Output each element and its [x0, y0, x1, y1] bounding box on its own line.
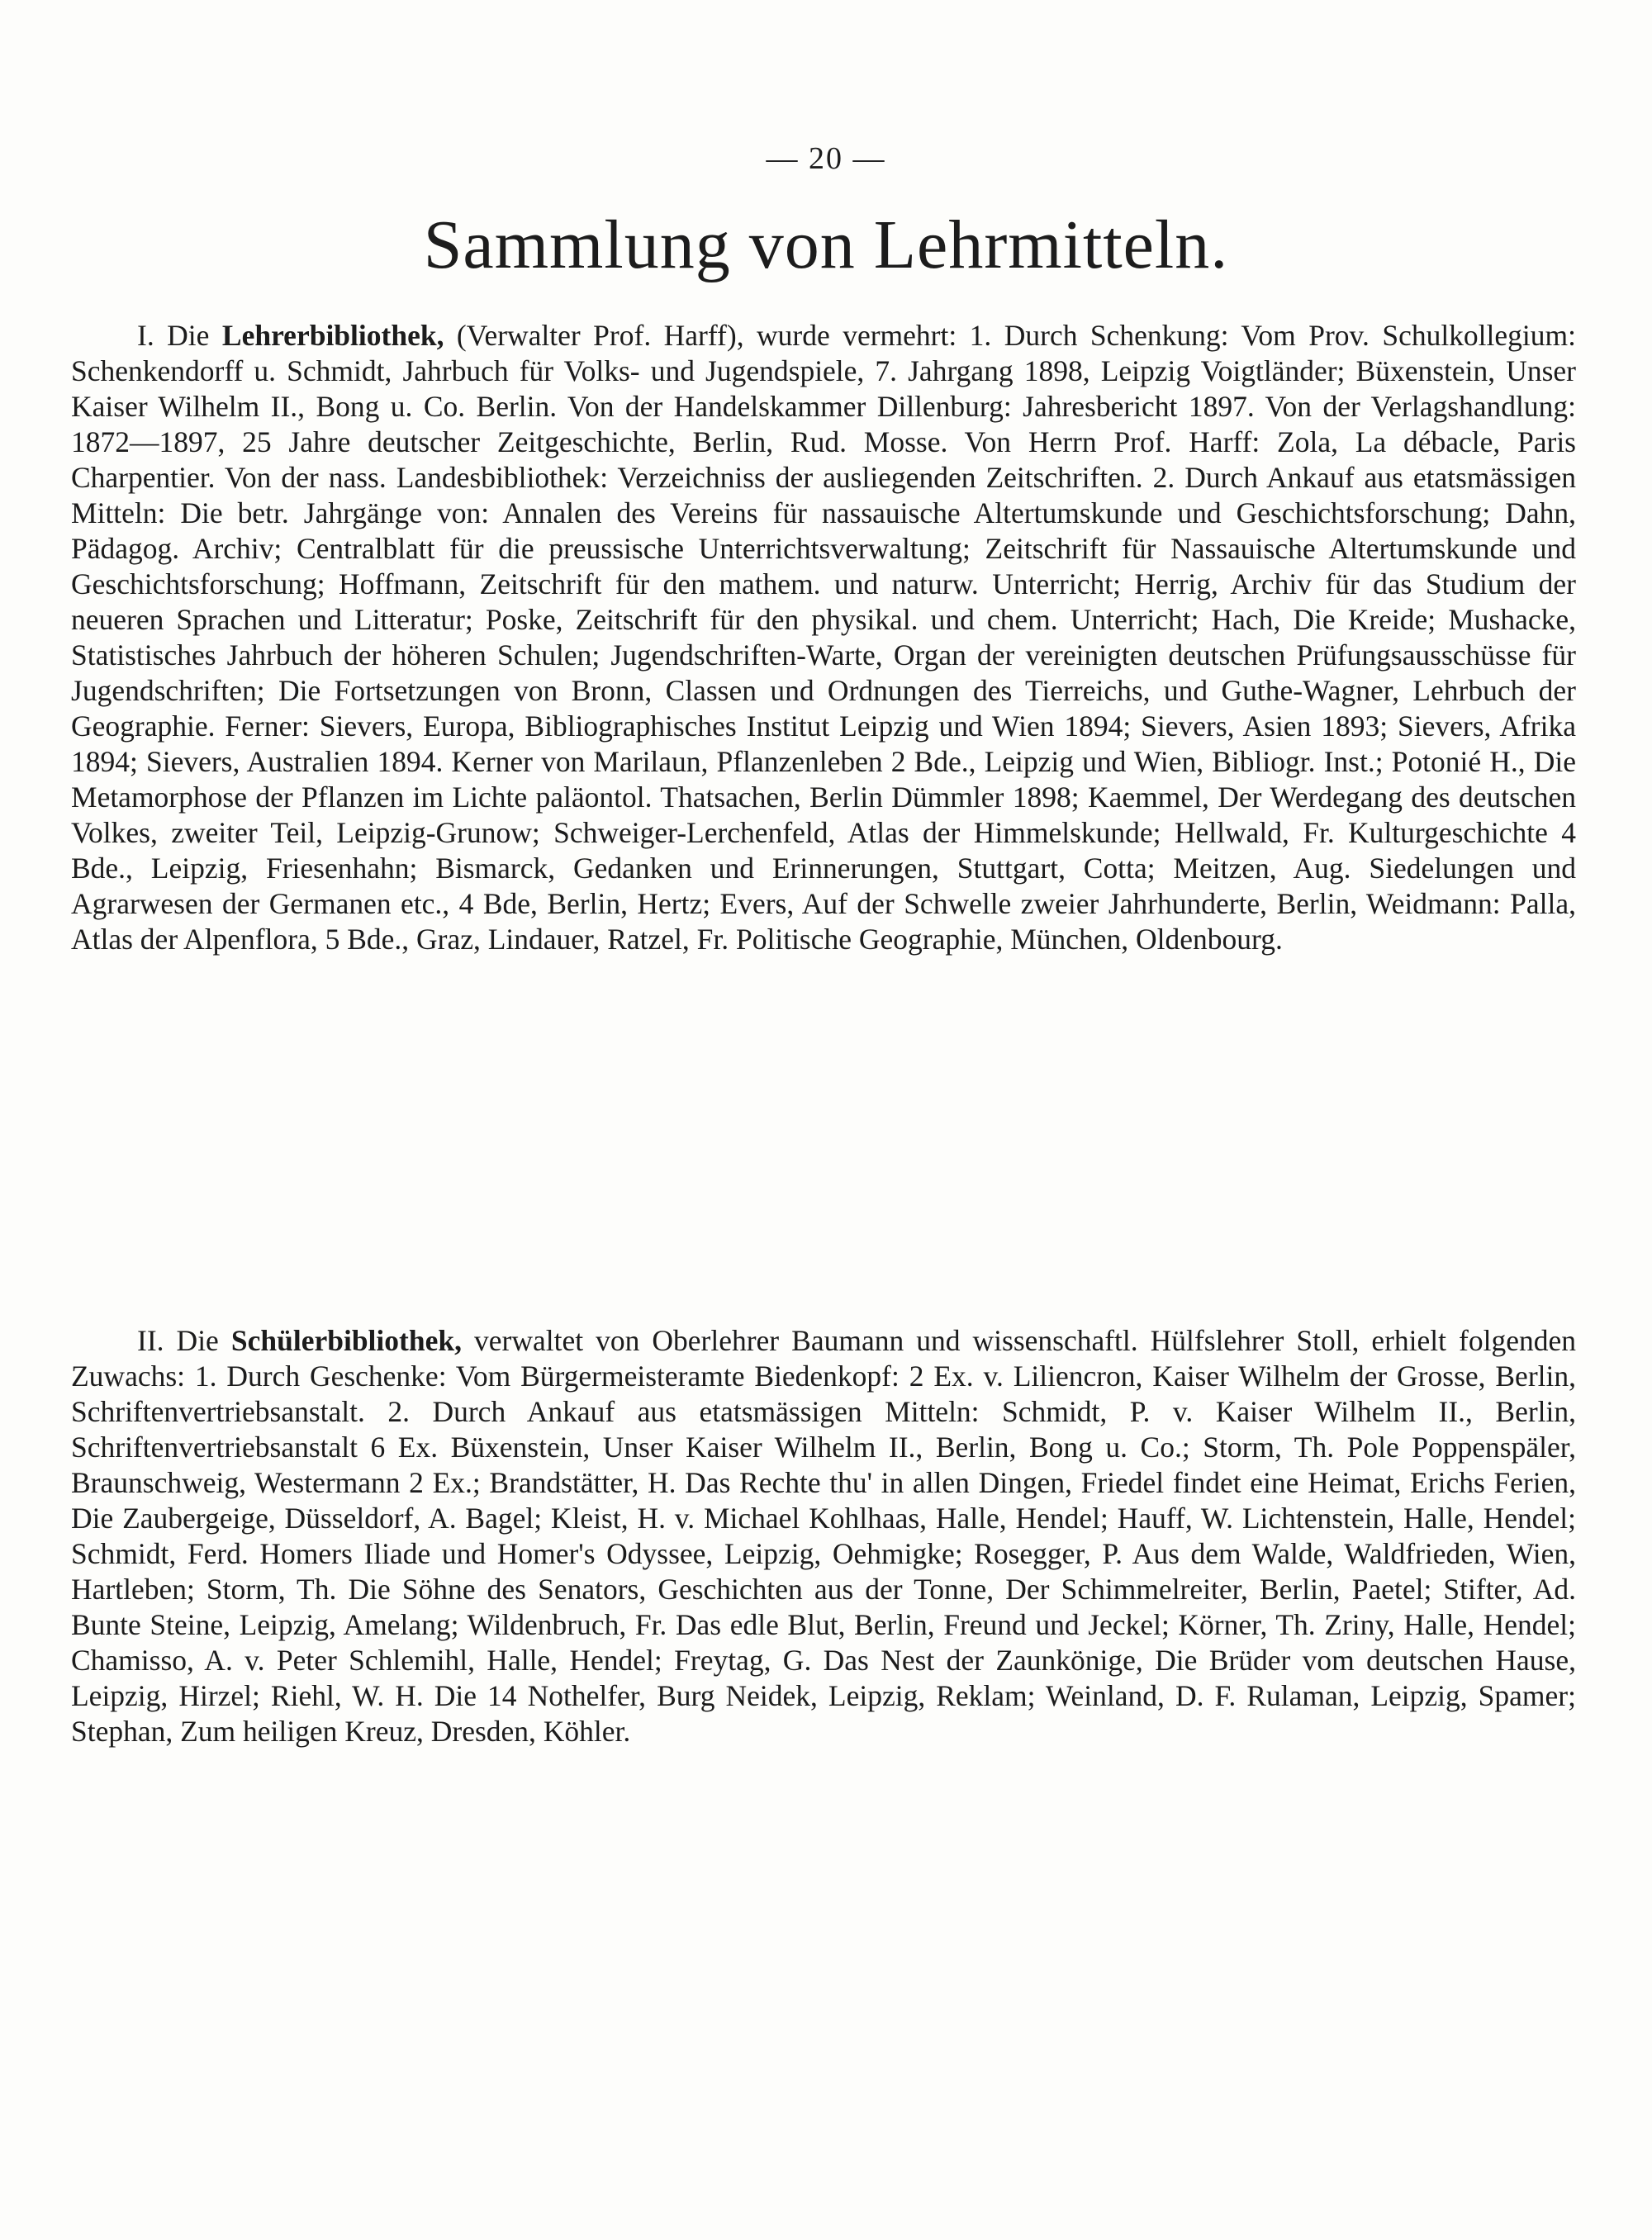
page-number: — 20 —	[766, 141, 886, 176]
section-pre: Die	[154, 319, 222, 352]
section-numeral: I.	[137, 319, 154, 352]
section-pre: Die	[164, 1324, 231, 1357]
section-schuelerbibliothek	[71, 1323, 1576, 1749]
section-lehrerbibliothek	[71, 318, 1576, 957]
section-heading: Schülerbibliothek,	[230, 1324, 462, 1357]
section-text: verwaltet von Oberlehrer Baumann und wissenschaftl. Hülfslehrer Stoll, erhielt folgenden Zuwachs: 1. Durch Geschenke: Vom Bürgermeisteramte Biedenkopf: 2 Ex. v. Liliencron, Kaiser Wilhelm der Grosse, Berlin, Schriftenvertriebsanstalt. 2. Durch Ankauf aus etatsmässigen Mitteln: Schmidt, P. v. Kaiser Wilhelm II., Berlin, Schriftenvertriebsanstalt 6 Ex. Büxenstein, Unser Kaiser Wilhelm II., Berlin, Bong u. Co.; Storm, Th. Pole Poppenspäler, Braunschweig, Westermann 2 Ex.; Brandstätter, H. Das Rechte thu' in allen Dingen, Friedel findet eine Heimat, Erichs Ferien, Die Zaubergeige, Düsseldorf, A. Bagel; Kleist, H. v. Michael Kohlhaas, Halle, Hendel; Hauff, W. Lichtenstein, Halle, Hendel; Schmidt, Ferd. Homers Iliade und Homer's Odyssee, Leipzig, Oehmigke; Rosegger, P. Aus dem Walde, Waldfrieden, Wien, Hartleben; Storm, Th. Die Söhne des Senators, Geschichten aus der Tonne, Der Schimmelreiter, Berlin, Paetel; Stifter, Ad. Bunte Steine, Leipzig, Amelang; Wildenbruch, Fr. Das edle Blut, Berlin, Freund und Jeckel; Körner, Th. Zriny, Halle, Hendel; Chamisso, A. v. Peter Schlemihl, Halle, Hendel; Freytag, G. Das Nest der Zaunkönige, Die Brüder vom deutschen Hause, Leipzig, Hirzel; Riehl, W. H. Die 14 Nothelfer, Burg Neidek, Leipzig, Reklam; Weinland, D. F. Rulaman, Leipzig, Spamer; Stephan, Zum heiligen Kreuz, Dresden, Köhler.	[71, 1324, 1576, 1748]
page-title: Sammlung von Lehrmitteln.	[423, 206, 1229, 283]
section-numeral: II.	[137, 1324, 164, 1357]
section-text: (Verwalter Prof. Harff), wurde vermehrt: 1. Durch Schenkung: Vom Prov. Schulkollegium: Schenkendorff u. Schmidt, Jahrbuch für Volks- und Jugendspiele, 7. Jahrgang 1898, Leipzig Voigtländer; Büxenstein, Unser Kaiser Wilhelm II., Bong u. Co. Berlin. Von der Handelskammer Dillenburg: Jahresbericht 1897. Von der Verlagshandlung: 1872—1897, 25 Jahre deutscher Zeitgeschichte, Berlin, Rud. Mosse. Von Herrn Prof. Harff: Zola, La débacle, Paris Charpentier. Von der nass. Landesbibliothek: Verzeichniss der ausliegenden Zeitschriften. 2. Durch Ankauf aus etatsmässigen Mitteln: Die betr. Jahrgänge von: Annalen des Vereins für nassauische Altertumskunde und Geschichtsforschung; Dahn, Pädagog. Archiv; Centralblatt für die preussische Unterrichtsverwaltung; Zeitschrift für Nassauische Altertumskunde und Geschichtsforschung; Hoffmann, Zeitschrift für den mathem. und naturw. Unterricht; Herrig, Archiv für das Studium der neueren Sprachen und Litteratur; Poske, Zeitschrift für den physikal. und chem. Unterricht; Hach, Die Kreide; Mushacke, Statistisches Jahrbuch der höheren Schulen; Jugendschriften-Warte, Organ der vereinigten deutschen Prüfungsausschüsse für Jugendschriften; Die Fortsetzungen von Bronn, Classen und Ordnungen des Tierreichs, und Guthe-Wagner, Lehrbuch der Geographie. Ferner: Sievers, Europa, Bibliographisches Institut Leipzig und Wien 1894; Sievers, Asien 1893; Sievers, Afrika 1894; Sievers, Australien 1894. Kerner von Marilaun, Pflanzenleben 2 Bde., Leipzig und Wien, Bibliogr. Inst.; Potonié H., Die Metamorphose der Pflanzen im Lichte paläontol. Thatsachen, Berlin Dümmler 1898; Kaemmel, Der Werdegang des deutschen Volkes, zweiter Teil, Leipzig-Grunow; Schweiger-Lerchenfeld, Atlas der Himmelskunde; Hellwald, Fr. Kulturgeschichte 4 Bde., Leipzig, Friesenhahn; Bismarck, Gedanken und Erinnerungen, Stuttgart, Cotta; Meitzen, Aug. Siedelungen und Agrarwesen der Germanen etc., 4 Bde, Berlin, Hertz; Evers, Auf der Schwelle zweier Jahrhunderte, Berlin, Weidmann: Palla, Atlas der Alpenflora, 5 Bde., Graz, Lindauer, Ratzel, Fr. Politische Geographie, München, Oldenbourg.	[71, 319, 1577, 956]
section-heading: Lehrerbibliothek,	[221, 319, 444, 352]
